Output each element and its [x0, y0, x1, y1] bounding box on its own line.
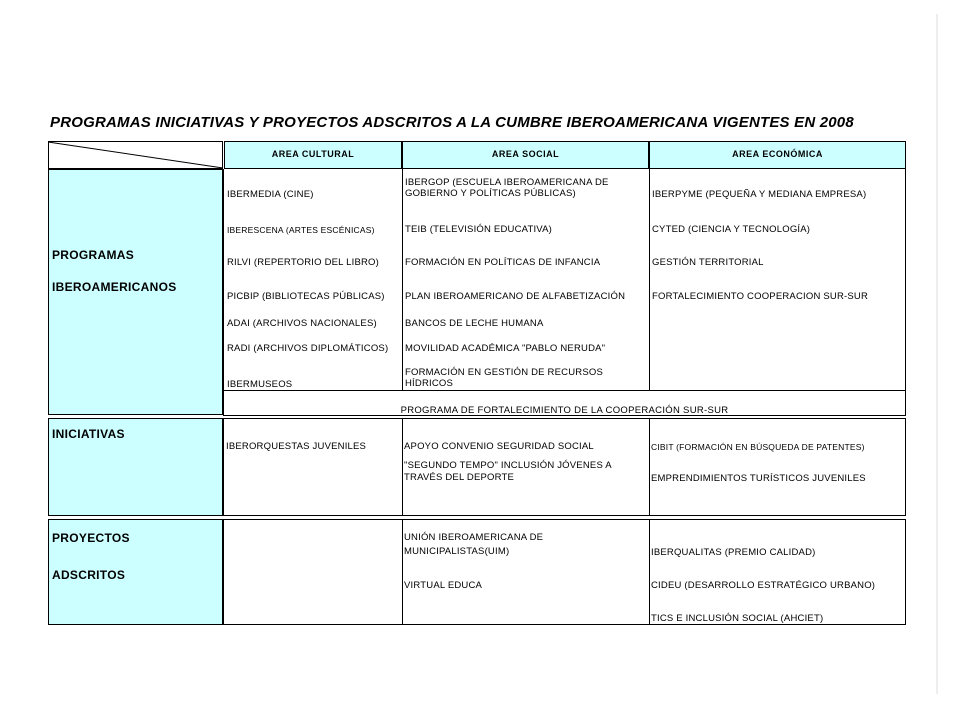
proyectos-social-cell — [402, 519, 650, 625]
project-item: UNIÓN IBEROAMERICANA DE — [404, 532, 544, 543]
page-title: PROGRAMAS INICIATIVAS Y PROYECTOS ADSCRITOS A LA CUMBRE IBEROAMERICANA VIGENTES EN 2008 — [50, 114, 854, 131]
initiative-item: APOYO CONVENIO SEGURIDAD SOCIAL — [404, 441, 594, 452]
initiative-item: EMPRENDIMIENTOS TURÍSTICOS JUVENILES — [651, 473, 866, 484]
program-item: PICBIP (BIBLIOTECAS PÚBLICAS) — [227, 291, 385, 302]
programas-cultural-column — [223, 169, 403, 391]
header-area-cultural: AREA CULTURAL — [224, 141, 402, 169]
program-item: GOBIERNO Y POLÍTICAS PÚBLICAS) — [405, 188, 576, 199]
program-item: RADI (ARCHIVOS DIPLOMÁTICOS) — [227, 343, 389, 354]
proyectos-label-line2: ADSCRITOS — [52, 568, 126, 582]
initiative-item: TRAVÉS DEL DEPORTE — [404, 472, 515, 483]
program-item: FORMACIÓN EN POLÍTICAS DE INFANCIA — [405, 257, 601, 268]
proyectos-cultural-cell — [223, 519, 403, 625]
project-item: TICS E INCLUSIÓN SOCIAL (AHCIET) — [651, 613, 824, 624]
diagonal-line — [48, 141, 223, 169]
iniciativas-label: INICIATIVAS — [52, 427, 125, 441]
project-item: VIRTUAL EDUCA — [404, 580, 483, 591]
project-item: IBERQUALITAS (PREMIO CALIDAD) — [651, 547, 816, 558]
row-label-proyectos — [48, 519, 223, 625]
row-label-programas — [48, 169, 223, 415]
header-area-economica: AREA ECONÓMICA — [649, 141, 906, 169]
program-item: FORMACIÓN EN GESTIÓN DE RECURSOS — [405, 367, 604, 378]
program-item: GESTIÓN TERRITORIAL — [652, 257, 764, 268]
page-edge-line — [936, 14, 938, 694]
program-item: PLAN IBEROAMERICANO DE ALFABETIZACIÓN — [405, 291, 626, 302]
row-label-iniciativas — [48, 418, 223, 516]
header-area-social: AREA SOCIAL — [402, 141, 649, 169]
programas-label-line2: IBEROAMERICANOS — [52, 280, 177, 294]
program-item: IBERPYME (PEQUEÑA Y MEDIANA EMPRESA) — [652, 189, 867, 200]
program-item: ADAI (ARCHIVOS NACIONALES) — [227, 318, 377, 329]
program-item: IBERGOP (ESCUELA IBEROAMERICANA DE — [405, 177, 609, 188]
program-item: IBERMEDIA (CINE) — [227, 189, 314, 200]
project-item: MUNICIPALISTAS(UIM) — [404, 546, 510, 557]
program-item: RILVI (REPERTORIO DEL LIBRO) — [227, 257, 380, 268]
proyectos-label-line1: PROYECTOS — [52, 531, 130, 545]
iniciativas-economica-cell — [649, 418, 906, 516]
proyectos-economica-cell — [649, 519, 906, 625]
program-item: BANCOS DE LECHE HUMANA — [405, 318, 544, 329]
program-item: IBERMUSEOS — [227, 379, 293, 390]
program-item: HÍDRICOS — [405, 378, 454, 389]
iniciativas-cultural-cell — [223, 418, 403, 516]
iniciativas-social-cell — [402, 418, 650, 516]
initiative-item: CIBIT (FORMACIÓN EN BÚSQUEDA DE PATENTES) — [651, 442, 865, 452]
header-corner-cell — [48, 141, 223, 169]
program-item: TEIB (TELEVISIÓN EDUCATIVA) — [405, 224, 553, 235]
program-item: MOVILIDAD ACADÉMICA "PABLO NERUDA" — [405, 343, 606, 354]
programas-label-line1: PROGRAMAS — [52, 248, 135, 262]
program-item: FORTALECIMIENTO COOPERACION SUR-SUR — [652, 291, 869, 302]
initiative-item: "SEGUNDO TEMPO" INCLUSIÓN JÓVENES A — [404, 460, 612, 471]
program-item: IBERESCENA (ARTES ESCÉNICAS) — [227, 225, 375, 235]
span-row-text: PROGRAMA DE FORTALECIMIENTO DE LA COOPERACIÓN SUR-SUR — [400, 405, 729, 416]
programas-span-row — [223, 390, 906, 416]
project-item: CIDEU (DESARROLLO ESTRATÉGICO URBANO) — [651, 580, 876, 591]
programas-economica-column — [649, 169, 906, 391]
program-item: CYTED (CIENCIA Y TECNOLOGÍA) — [652, 224, 811, 235]
initiative-item: IBERORQUESTAS JUVENILES — [226, 441, 367, 452]
programas-social-column — [402, 169, 650, 391]
